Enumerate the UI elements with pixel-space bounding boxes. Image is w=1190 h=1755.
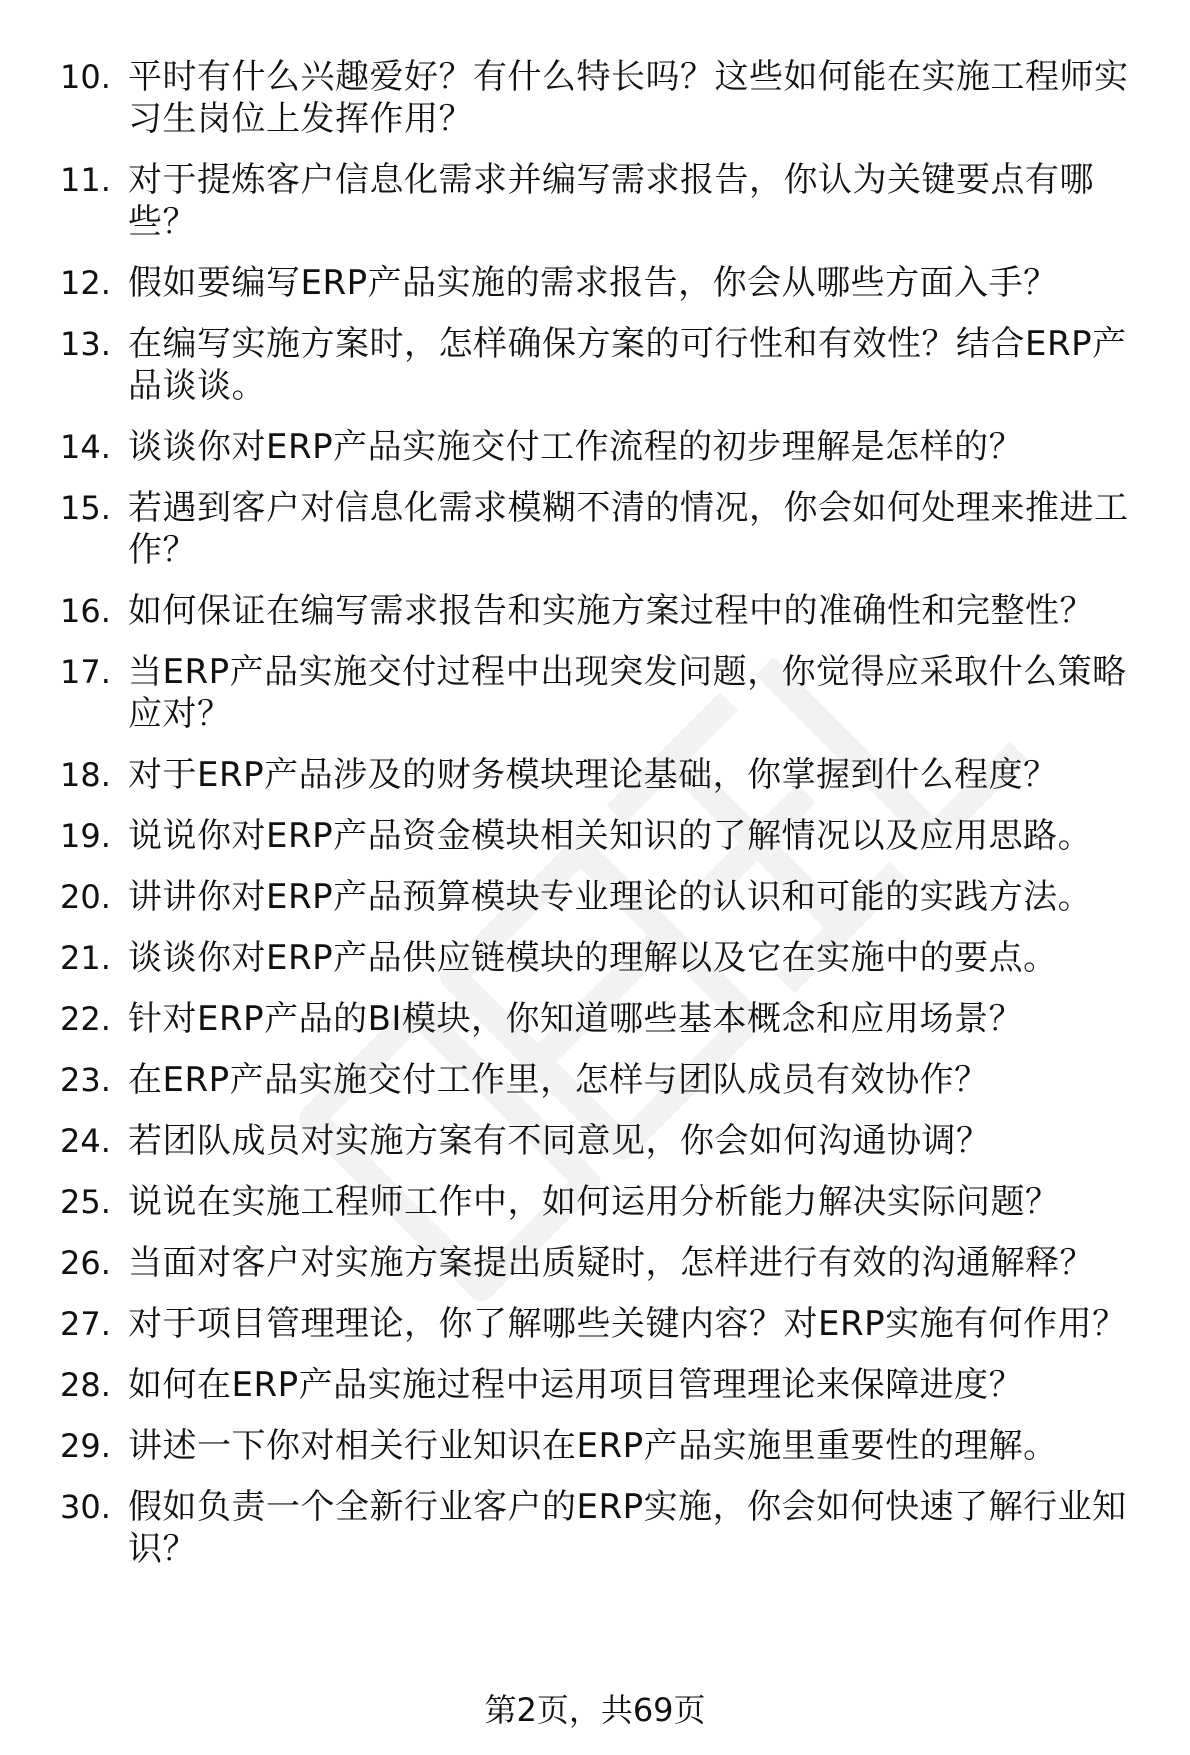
question-number: 10. (60, 58, 111, 96)
list-item (0, 1181, 1190, 1223)
question-text: 讲讲你对ERP产品预算模块专业理论的认识和可能的实践方法。 (128, 877, 1093, 917)
list-item (0, 1242, 1190, 1284)
list-item (0, 1303, 1190, 1345)
list-item (0, 1486, 1190, 1570)
question-text: 针对ERP产品的BI模块，你知道哪些基本概念和应用场景？ (128, 999, 1023, 1039)
list-item (0, 590, 1190, 632)
question-text: 平时有什么兴趣爱好？有什么特长吗？这些如何能在实施工程师实习生岗位上发挥作用？ (128, 57, 1129, 139)
question-text: 在编写实施方案时，怎样确保方案的可行性和有效性？结合ERP产品谈谈。 (128, 324, 1127, 406)
question-text: 如何保证在编写需求报告和实施方案过程中的准确性和完整性？ (128, 591, 1094, 631)
list-item (0, 262, 1190, 304)
question-text: 假如要编写ERP产品实施的需求报告，你会从哪些方面入手？ (128, 263, 1058, 303)
question-number: 26. (60, 1244, 111, 1282)
question-text: 对于ERP产品涉及的财务模块理论基础，你掌握到什么程度？ (128, 755, 1058, 795)
question-number: 13. (60, 325, 111, 363)
list-item (0, 754, 1190, 796)
list-item (0, 56, 1190, 140)
question-number: 28. (60, 1366, 111, 1404)
question-list (0, 56, 1190, 1589)
question-number: 27. (60, 1305, 111, 1343)
list-item (0, 815, 1190, 857)
list-item (0, 426, 1190, 468)
question-number: 12. (60, 264, 111, 302)
question-number: 14. (60, 428, 111, 466)
question-number: 15. (60, 489, 111, 527)
question-number: 29. (60, 1427, 111, 1465)
list-item (0, 651, 1190, 735)
question-text: 当面对客户对实施方案提出质疑时，怎样进行有效的沟通解释？ (128, 1243, 1094, 1283)
question-number: 22. (60, 1000, 111, 1038)
question-number: 30. (60, 1488, 111, 1526)
question-text: 谈谈你对ERP产品实施交付工作流程的初步理解是怎样的？ (128, 427, 1024, 467)
list-item (0, 998, 1190, 1040)
list-item (0, 159, 1190, 243)
list-item (0, 1425, 1190, 1467)
list-item (0, 323, 1190, 407)
question-text: 对于项目管理理论，你了解哪些关键内容？对ERP实施有何作用？ (128, 1304, 1127, 1344)
question-number: 16. (60, 592, 111, 630)
list-item (0, 1364, 1190, 1406)
question-text: 对于提炼客户信息化需求并编写需求报告，你认为关键要点有哪些？ (128, 160, 1094, 242)
question-text: 当ERP产品实施交付过程中出现突发问题，你觉得应采取什么策略应对？ (128, 652, 1127, 734)
list-item (0, 876, 1190, 918)
question-text: 如何在ERP产品实施过程中运用项目管理理论来保障进度？ (128, 1365, 1024, 1405)
question-number: 19. (60, 817, 111, 855)
question-text: 说说在实施工程师工作中，如何运用分析能力解决实际问题？ (128, 1182, 1060, 1222)
question-number: 24. (60, 1122, 111, 1160)
question-text: 谈谈你对ERP产品供应链模块的理解以及它在实施中的要点。 (128, 938, 1058, 978)
page-number-footer: 第2页，共69页 (484, 1691, 706, 1729)
question-text: 假如负责一个全新行业客户的ERP实施，你会如何快速了解行业知识？ (128, 1487, 1127, 1569)
question-text: 若遇到客户对信息化需求模糊不清的情况，你会如何处理来推进工作？ (128, 488, 1129, 570)
list-item (0, 937, 1190, 979)
question-text: 若团队成员对实施方案有不同意见，你会如何沟通协调？ (128, 1121, 991, 1161)
question-number: 17. (60, 653, 111, 691)
question-text: 说说你对ERP产品资金模块相关知识的了解情况以及应用思路。 (128, 816, 1093, 856)
question-number: 20. (60, 878, 111, 916)
question-text: 讲述一下你对相关行业知识在ERP产品实施里重要性的理解。 (128, 1426, 1058, 1466)
question-text: 在ERP产品实施交付工作里，怎样与团队成员有效协作？ (128, 1060, 989, 1100)
list-item (0, 1059, 1190, 1101)
question-number: 11. (60, 161, 111, 199)
question-number: 18. (60, 756, 111, 794)
question-number: 25. (60, 1183, 111, 1221)
question-number: 23. (60, 1061, 111, 1099)
list-item (0, 1120, 1190, 1162)
question-number: 21. (60, 939, 111, 977)
list-item (0, 487, 1190, 571)
